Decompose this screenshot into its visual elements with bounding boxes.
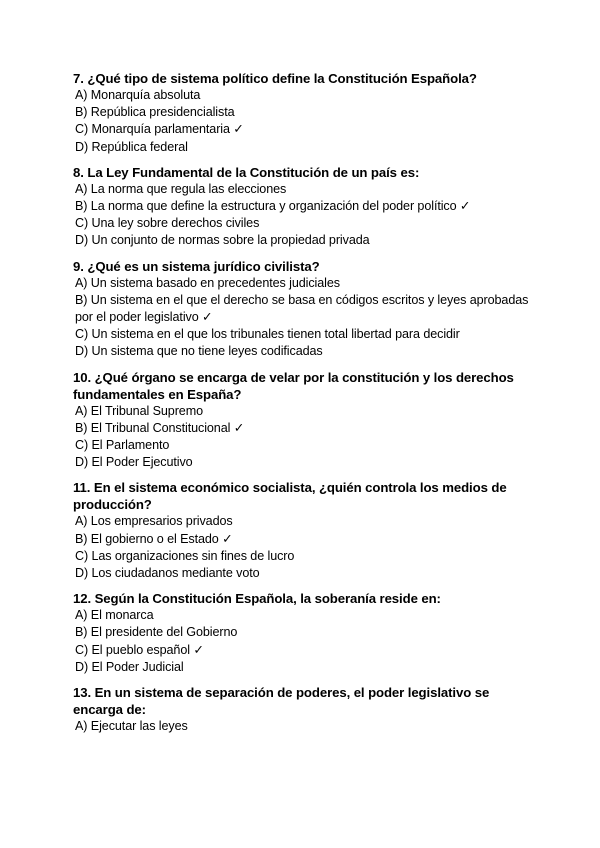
- question-title: 12. Según la Constitución Española, la soberanía reside en:: [73, 591, 441, 607]
- question-title: 10. ¿Qué órgano se encarga de velar por la constitución y los derechos fundamentales en España?: [73, 369, 514, 402]
- answer-option: C) El Parlamento: [75, 438, 170, 453]
- answer-option: D) Los ciudadanos mediante voto: [75, 566, 260, 581]
- question-10: [73, 369, 540, 472]
- answer-option: A) Los empresarios privados: [75, 514, 233, 529]
- answer-option: C) Una ley sobre derechos civiles: [75, 216, 260, 231]
- question-7: [73, 70, 540, 156]
- answer-option: A) El monarca: [75, 608, 154, 623]
- question-title: 7. ¿Qué tipo de sistema político define la Constitución Española?: [73, 71, 477, 86]
- answer-option: B) República presidencialista: [75, 105, 235, 120]
- question-title: 11. En el sistema económico socialista, ¿quién controla los medios de producción?: [73, 480, 507, 513]
- answer-option: D) El Poder Judicial: [75, 659, 184, 674]
- answer-option: B) La norma que define la estructura y organización del poder político ✓: [75, 199, 471, 214]
- question-13: [73, 684, 540, 735]
- answer-option: A) El Tribunal Supremo: [75, 403, 203, 418]
- question-9: [73, 258, 540, 361]
- question-12: [73, 590, 540, 676]
- question-8: [73, 164, 540, 250]
- answer-option: A) Monarquía absoluta: [75, 88, 201, 102]
- answer-option: D) El Poder Ejecutivo: [75, 455, 193, 470]
- answer-option: B) El gobierno o el Estado ✓: [75, 531, 233, 546]
- answer-option: C) Monarquía parlamentaria ✓: [75, 122, 244, 137]
- answer-option: A) La norma que regula las elecciones: [75, 181, 287, 196]
- question-title: 9. ¿Qué es un sistema jurídico civilista?: [73, 258, 320, 274]
- answer-option: B) Un sistema en el que el derecho se basa en códigos escritos y leyes aprobadas por el poder legislativo ✓: [75, 292, 529, 325]
- answer-option: D) República federal: [75, 139, 188, 154]
- answer-option: C) Un sistema en el que los tribunales tienen total libertad para decidir: [75, 327, 460, 342]
- answer-option: D) Un sistema que no tiene leyes codificadas: [75, 344, 323, 359]
- answer-option: A) Un sistema basado en precedentes judiciales: [75, 275, 340, 290]
- answer-option: D) Un conjunto de normas sobre la propiedad privada: [75, 233, 370, 248]
- answer-option: B) El Tribunal Constitucional ✓: [75, 420, 245, 435]
- question-title: 8. La Ley Fundamental de la Constitución de un país es:: [73, 164, 420, 180]
- answer-option: A) Ejecutar las leyes: [75, 719, 188, 734]
- question-11: [73, 479, 540, 582]
- answer-option: C) Las organizaciones sin fines de lucro: [75, 548, 295, 563]
- answer-option: C) El pueblo español ✓: [75, 642, 204, 657]
- answer-option: B) El presidente del Gobierno: [75, 625, 238, 640]
- question-title: 13. En un sistema de separación de poderes, el poder legislativo se encarga de:: [73, 685, 490, 718]
